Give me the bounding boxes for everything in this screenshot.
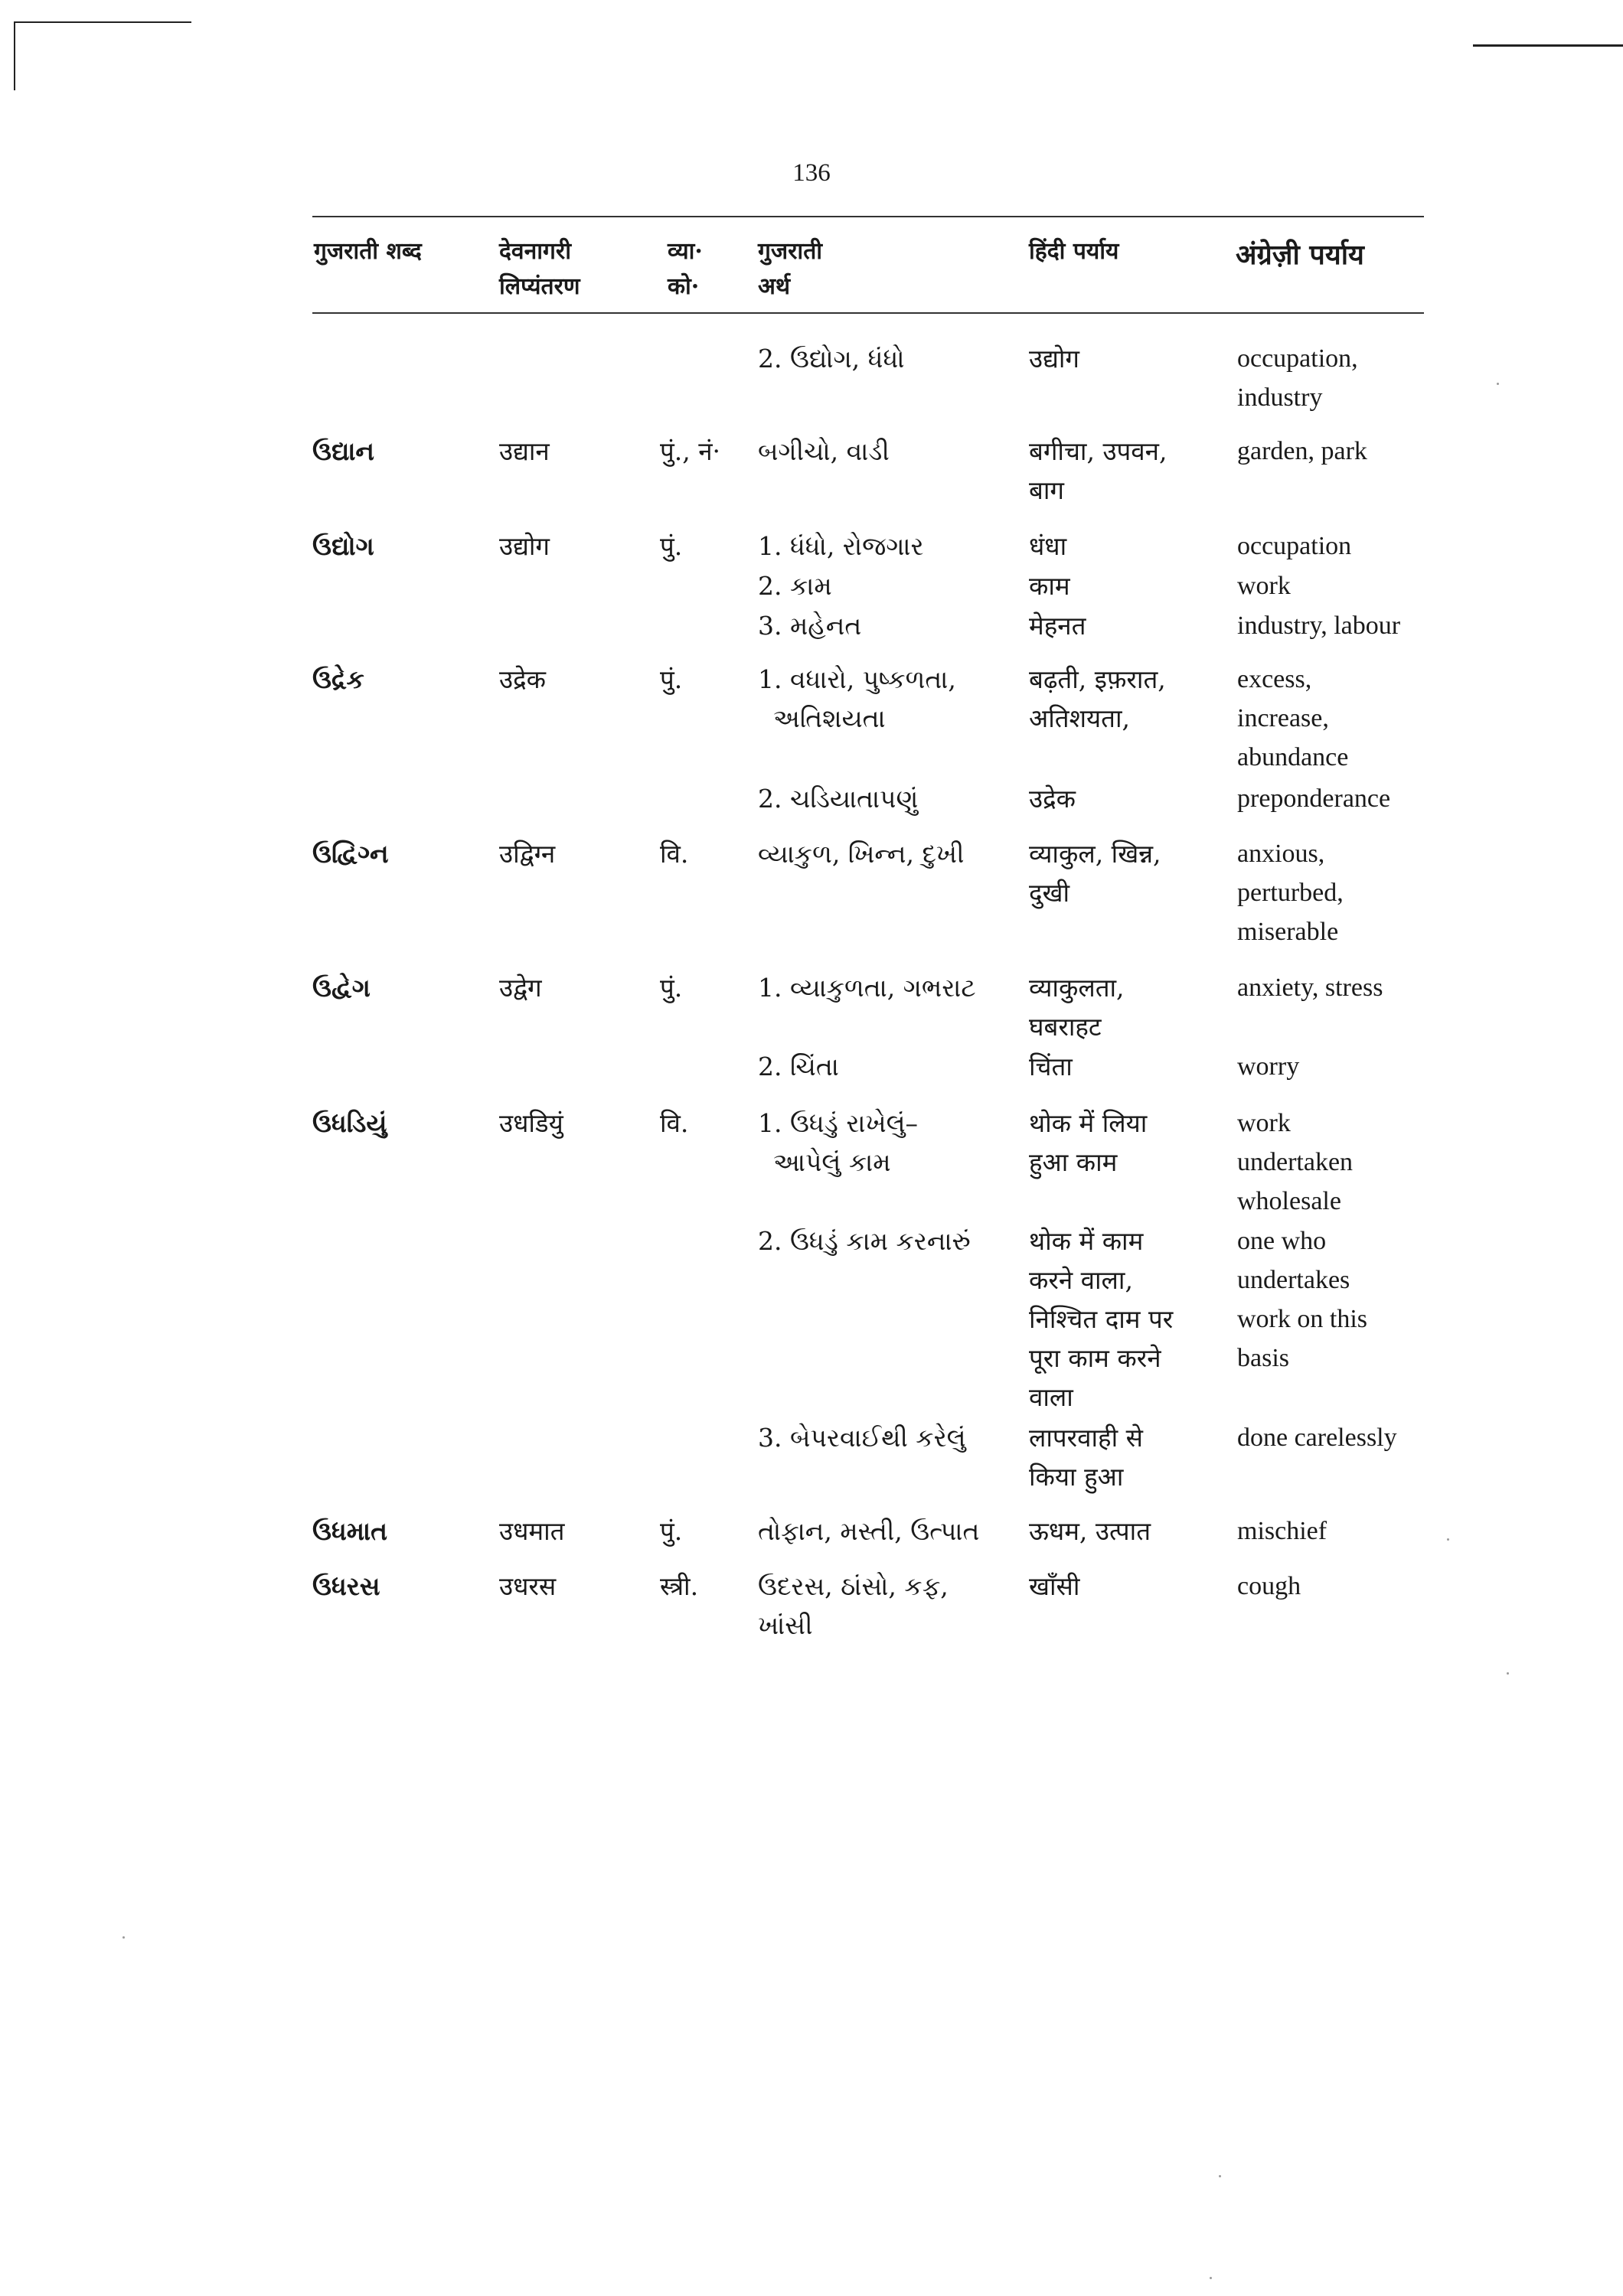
entry-gram: पुं. [660,973,683,1003]
header-top-rule [312,216,1424,217]
entry-en: anxious, perturbed, miserable [1237,840,1344,946]
entry-guj: 1. વધારો, પુષ્કળતા, અતિશયતા [758,664,956,733]
entry-gram: पुं. [660,531,683,561]
entry-guj: વ્યાકુળ, ખિન્ન, દુખી [758,839,965,869]
entry-deva: उद्रेक [499,664,546,694]
entry-en: work [1237,572,1291,600]
entry-en: mischief [1237,1517,1327,1545]
entry-en: work undertaken wholesale [1237,1109,1354,1215]
entry-guj: 2. ચડિયાતાપણું [758,784,919,814]
page-number: 136 [792,159,831,187]
entry-hindi: उद्रेक [1029,784,1076,814]
entry-guj: 2. ઉધડું કામ કરનારું [758,1226,971,1256]
header-gujarati-meaning [758,234,822,305]
entry-deva: उद्योग [499,531,550,561]
entry-guj: 1. વ્યાકુળતા, ગભરાટ [758,973,976,1003]
entry-hindi: थोक में लिया हुआ काम [1029,1108,1148,1177]
header-hindi: हिंदी पर्याय [1029,238,1119,265]
entry-hindi: थोक में काम करने वाला, निश्चित दाम पर पूरा काम करने वाला [1029,1226,1174,1412]
entry-guj: 2. ચિંતા [758,1052,839,1081]
entry-word: ઉદ્યાન [312,436,375,466]
entry-gram: स्त्री. [660,1571,699,1601]
scan-edge-right [1473,44,1623,47]
entry-guj: 2. ઉદ્યોગ, ધંધો [758,344,905,373]
entry-hindi: चिंता [1029,1052,1073,1081]
scan-speck [1219,2175,1221,2177]
scan-speck [1210,2277,1212,2279]
entry-gram: पुं., नं· [660,436,721,466]
entry-en: done carelessly [1237,1424,1397,1452]
entry-guj: 1. ધંધો, રોજગાર [758,531,924,561]
header-devanagari-line2: लिप्यंतरण [499,273,580,300]
scan-speck [1497,383,1499,385]
entry-en: occupation, industry [1237,344,1358,412]
entry-guj: 1. ઉધડું રાખેલું– આપેલું કામ [758,1108,919,1177]
entry-hindi: लापरवाही से किया हुआ [1029,1423,1143,1492]
entry-en: excess, increase, abundance [1237,665,1349,771]
entry-deva: उद्विग्न [499,839,556,869]
entry-gram: पुं. [660,1516,683,1546]
header-bottom-rule [312,312,1424,314]
entry-gram: पुं. [660,664,683,694]
entry-deva: उधमात [499,1516,565,1546]
entry-hindi: ऊधम, उत्पात [1029,1516,1151,1546]
header-grammar [668,234,703,305]
header-devanagari [499,234,580,305]
entry-hindi: बगीचा, उपवन, बाग [1029,436,1167,505]
header-gujarati-meaning-line1: गुजराती [758,238,823,265]
entry-guj: તોફાન, મસ્તી, ઉત્પાત [758,1516,980,1546]
entry-deva: उद्वेग [499,973,542,1003]
header-gujarati-word: गुजराती शब्द [314,238,422,265]
entry-hindi: उद्योग [1029,344,1079,373]
entry-guj: 3. બેપરવાઈથી કરેલું [758,1423,966,1453]
entry-hindi: बढ़ती, इफ़रात, अतिशयता, [1029,664,1166,733]
entry-deva: उधडियुं [499,1108,563,1138]
entry-word: ઉદ્યોગ [312,531,374,561]
entry-en: garden, park [1237,437,1367,465]
entry-guj: 2. કામ [758,571,832,601]
entry-word: ઉદ્વિગ્ન [312,839,389,869]
entry-hindi: व्याकुल, खिन्न, दुखी [1029,839,1161,908]
scan-corner-top [14,21,191,23]
entry-deva: उद्यान [499,436,550,466]
entry-hindi: धंधा [1029,531,1067,561]
entry-en: anxiety, stress [1237,974,1383,1002]
entry-word: ઉદ્રેક [312,664,364,694]
entry-word: ઉદ્વેગ [312,973,371,1003]
entry-hindi: खाँसी [1029,1571,1080,1601]
entry-en: industry, labour [1237,612,1401,640]
entry-hindi: काम [1029,571,1070,601]
scan-speck [122,1936,125,1939]
entry-guj: બગીચો, વાડી [758,436,890,466]
entry-en: preponderance [1237,784,1391,813]
header-devanagari-line1: देवनागरी [499,238,571,265]
scan-speck [1447,1538,1449,1541]
entry-deva: उधरस [499,1571,557,1601]
entry-en: worry [1237,1052,1300,1081]
header-english: अंग्रेज़ी पर्याय [1236,239,1364,271]
entry-hindi: मेहनत [1029,611,1086,641]
entry-guj: 3. મહેનત [758,611,862,641]
entry-word: ઉધરસ [312,1571,380,1601]
entry-en: one who undertakes work on this basis [1237,1227,1367,1372]
entry-hindi: व्याकुलता, घबराहट [1029,973,1125,1042]
header-gujarati-meaning-line2: अर्थ [758,273,791,300]
entry-word: ઉધમાત [312,1516,388,1546]
entry-gram: वि. [660,1108,689,1138]
entry-guj: ઉદરસ, ઠાંસો, કફ, ખાંસી [758,1571,949,1640]
entry-en: occupation [1237,532,1352,560]
header-grammar-line2: को· [668,273,700,300]
scan-corner-left [14,21,15,90]
entry-word: ઉધડિયું [312,1108,387,1138]
header-grammar-line1: व्या· [668,238,703,265]
scan-speck [1507,1672,1509,1675]
entry-gram: वि. [660,839,689,869]
entry-en: cough [1237,1572,1301,1600]
